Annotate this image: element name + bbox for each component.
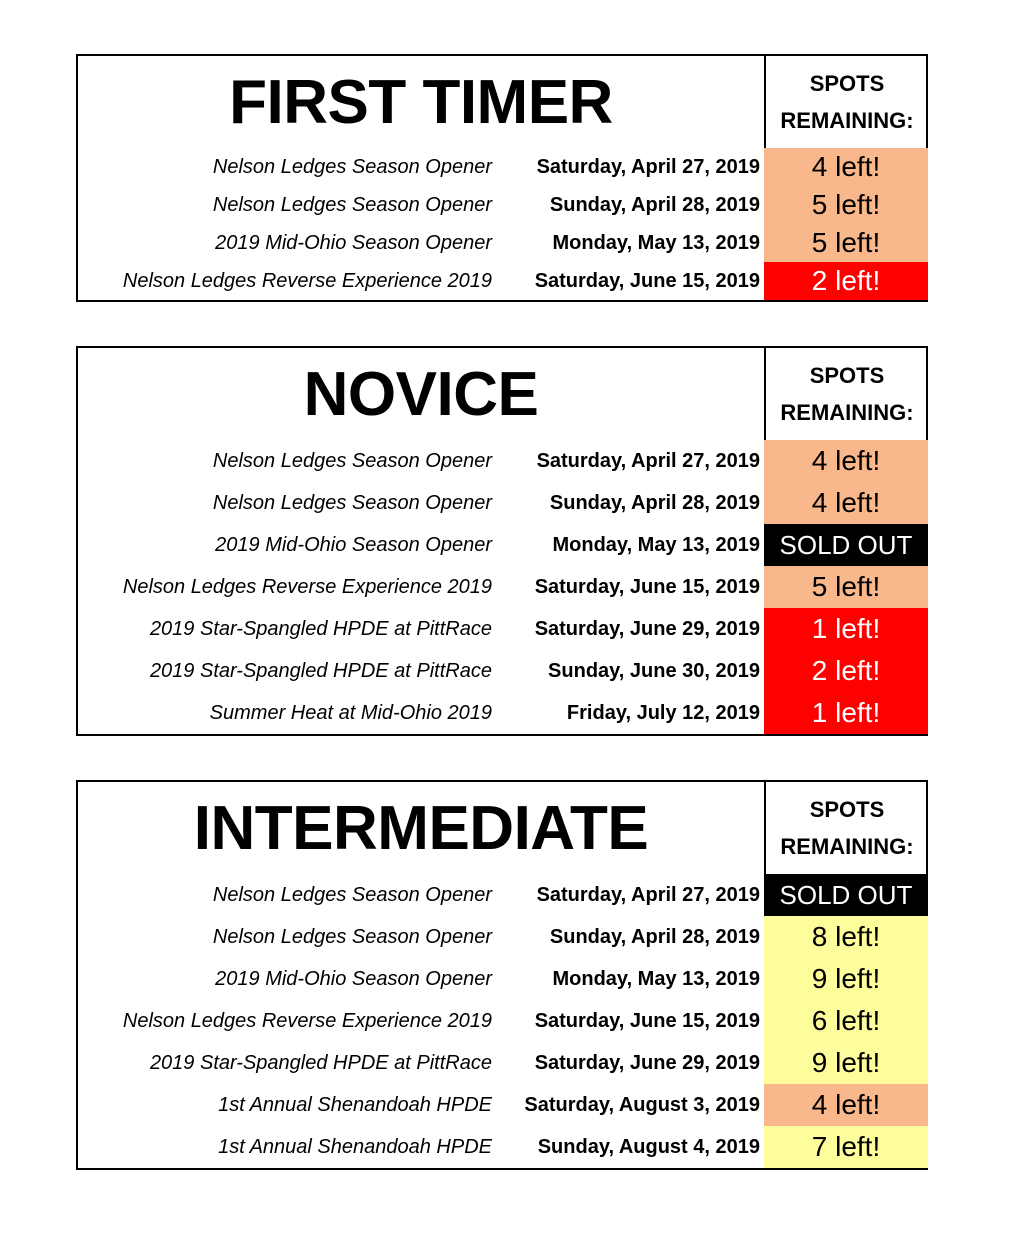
section-novice bbox=[76, 346, 928, 736]
event-name: Nelson Ledges Reverse Experience 2019 bbox=[122, 1009, 492, 1032]
event-name: Nelson Ledges Season Opener bbox=[212, 449, 492, 472]
event-date: Sunday, June 30, 2019 bbox=[548, 659, 760, 682]
event-date: Saturday, June 15, 2019 bbox=[534, 1009, 760, 1032]
section-intermediate bbox=[76, 780, 928, 1170]
section-title: FIRST TIMER bbox=[229, 67, 613, 137]
section-header bbox=[78, 782, 926, 874]
event-row bbox=[78, 440, 926, 482]
spots-remaining-value: 9 left! bbox=[764, 958, 928, 1000]
spots-header-line1: SPOTS bbox=[809, 797, 885, 822]
event-name: Summer Heat at Mid-Ohio 2019 bbox=[209, 701, 492, 724]
spots-remaining-value: 4 left! bbox=[764, 1084, 928, 1126]
spots-remaining-value: 9 left! bbox=[764, 1042, 928, 1084]
spots-header-line1: SPOTS bbox=[809, 363, 885, 388]
spots-remaining-value: SOLD OUT bbox=[764, 524, 928, 566]
event-date: Monday, May 13, 2019 bbox=[552, 231, 760, 254]
spots-remaining-value: 4 left! bbox=[764, 148, 928, 186]
section-title: NOVICE bbox=[303, 359, 539, 429]
event-date: Sunday, April 28, 2019 bbox=[549, 925, 760, 948]
event-date: Saturday, June 15, 2019 bbox=[534, 269, 760, 292]
spots-remaining-value: SOLD OUT bbox=[764, 874, 928, 916]
event-date: Saturday, August 3, 2019 bbox=[524, 1093, 760, 1116]
event-name: Nelson Ledges Reverse Experience 2019 bbox=[122, 575, 492, 598]
event-date: Friday, July 12, 2019 bbox=[566, 701, 760, 724]
spots-remaining-value: 2 left! bbox=[764, 262, 928, 300]
spots-remaining-value: 1 left! bbox=[764, 692, 928, 734]
event-row bbox=[78, 262, 926, 300]
event-date: Saturday, April 27, 2019 bbox=[536, 155, 760, 178]
event-row bbox=[78, 566, 926, 608]
event-row bbox=[78, 1000, 926, 1042]
section-header bbox=[78, 56, 926, 148]
spots-remaining-value: 2 left! bbox=[764, 650, 928, 692]
spots-remaining-value: 1 left! bbox=[764, 608, 928, 650]
event-date: Saturday, June 29, 2019 bbox=[534, 617, 760, 640]
event-row bbox=[78, 608, 926, 650]
spots-remaining-value: 4 left! bbox=[764, 440, 928, 482]
event-row bbox=[78, 224, 926, 262]
event-name: 2019 Mid-Ohio Season Opener bbox=[215, 533, 492, 556]
spots-remaining-value: 4 left! bbox=[764, 482, 928, 524]
event-row bbox=[78, 186, 926, 224]
event-name: Nelson Ledges Season Opener bbox=[212, 193, 492, 216]
event-rows bbox=[78, 874, 926, 1168]
event-row bbox=[78, 958, 926, 1000]
event-name: 1st Annual Shenandoah HPDE bbox=[218, 1093, 492, 1116]
event-row bbox=[78, 916, 926, 958]
event-row bbox=[78, 1084, 926, 1126]
spots-header-line2: REMAINING: bbox=[780, 400, 914, 425]
event-row bbox=[78, 148, 926, 186]
event-date: Monday, May 13, 2019 bbox=[552, 533, 760, 556]
event-name: Nelson Ledges Season Opener bbox=[212, 925, 492, 948]
event-row bbox=[78, 692, 926, 734]
section-header bbox=[78, 348, 926, 440]
event-date: Sunday, April 28, 2019 bbox=[549, 193, 760, 216]
event-rows bbox=[78, 440, 926, 734]
event-name: 2019 Star-Spangled HPDE at PittRace bbox=[149, 617, 492, 640]
event-row bbox=[78, 524, 926, 566]
event-rows bbox=[78, 148, 926, 300]
spots-header-line2: REMAINING: bbox=[780, 834, 914, 859]
spots-remaining-value: 6 left! bbox=[764, 1000, 928, 1042]
spots-remaining-header bbox=[764, 348, 928, 440]
spots-header-line1: SPOTS bbox=[809, 71, 885, 96]
spots-header-line2: REMAINING: bbox=[780, 108, 914, 133]
event-row bbox=[78, 1126, 926, 1168]
event-row bbox=[78, 874, 926, 916]
event-name: Nelson Ledges Reverse Experience 2019 bbox=[122, 269, 492, 292]
spots-remaining-value: 5 left! bbox=[764, 186, 928, 224]
spots-remaining-header bbox=[764, 782, 928, 874]
section-first-timer bbox=[76, 54, 928, 302]
event-date: Saturday, April 27, 2019 bbox=[536, 883, 760, 906]
event-row bbox=[78, 482, 926, 524]
event-name: Nelson Ledges Season Opener bbox=[212, 883, 492, 906]
event-row bbox=[78, 1042, 926, 1084]
section-title: INTERMEDIATE bbox=[193, 793, 649, 863]
event-date: Sunday, April 28, 2019 bbox=[549, 491, 760, 514]
spots-remaining-value: 5 left! bbox=[764, 224, 928, 262]
event-date: Saturday, June 29, 2019 bbox=[534, 1051, 760, 1074]
spots-remaining-value: 8 left! bbox=[764, 916, 928, 958]
spots-remaining-value: 7 left! bbox=[764, 1126, 928, 1168]
event-date: Saturday, April 27, 2019 bbox=[536, 449, 760, 472]
event-name: 1st Annual Shenandoah HPDE bbox=[218, 1135, 492, 1158]
event-name: Nelson Ledges Season Opener bbox=[212, 155, 492, 178]
spots-remaining-value: 5 left! bbox=[764, 566, 928, 608]
event-date: Sunday, August 4, 2019 bbox=[537, 1135, 760, 1158]
event-name: 2019 Star-Spangled HPDE at PittRace bbox=[149, 1051, 492, 1074]
event-name: Nelson Ledges Season Opener bbox=[212, 491, 492, 514]
event-date: Monday, May 13, 2019 bbox=[552, 967, 760, 990]
event-name: 2019 Mid-Ohio Season Opener bbox=[215, 967, 492, 990]
event-date: Saturday, June 15, 2019 bbox=[534, 575, 760, 598]
event-row bbox=[78, 650, 926, 692]
spots-remaining-header bbox=[764, 56, 928, 148]
event-name: 2019 Star-Spangled HPDE at PittRace bbox=[149, 659, 492, 682]
event-name: 2019 Mid-Ohio Season Opener bbox=[215, 231, 492, 254]
